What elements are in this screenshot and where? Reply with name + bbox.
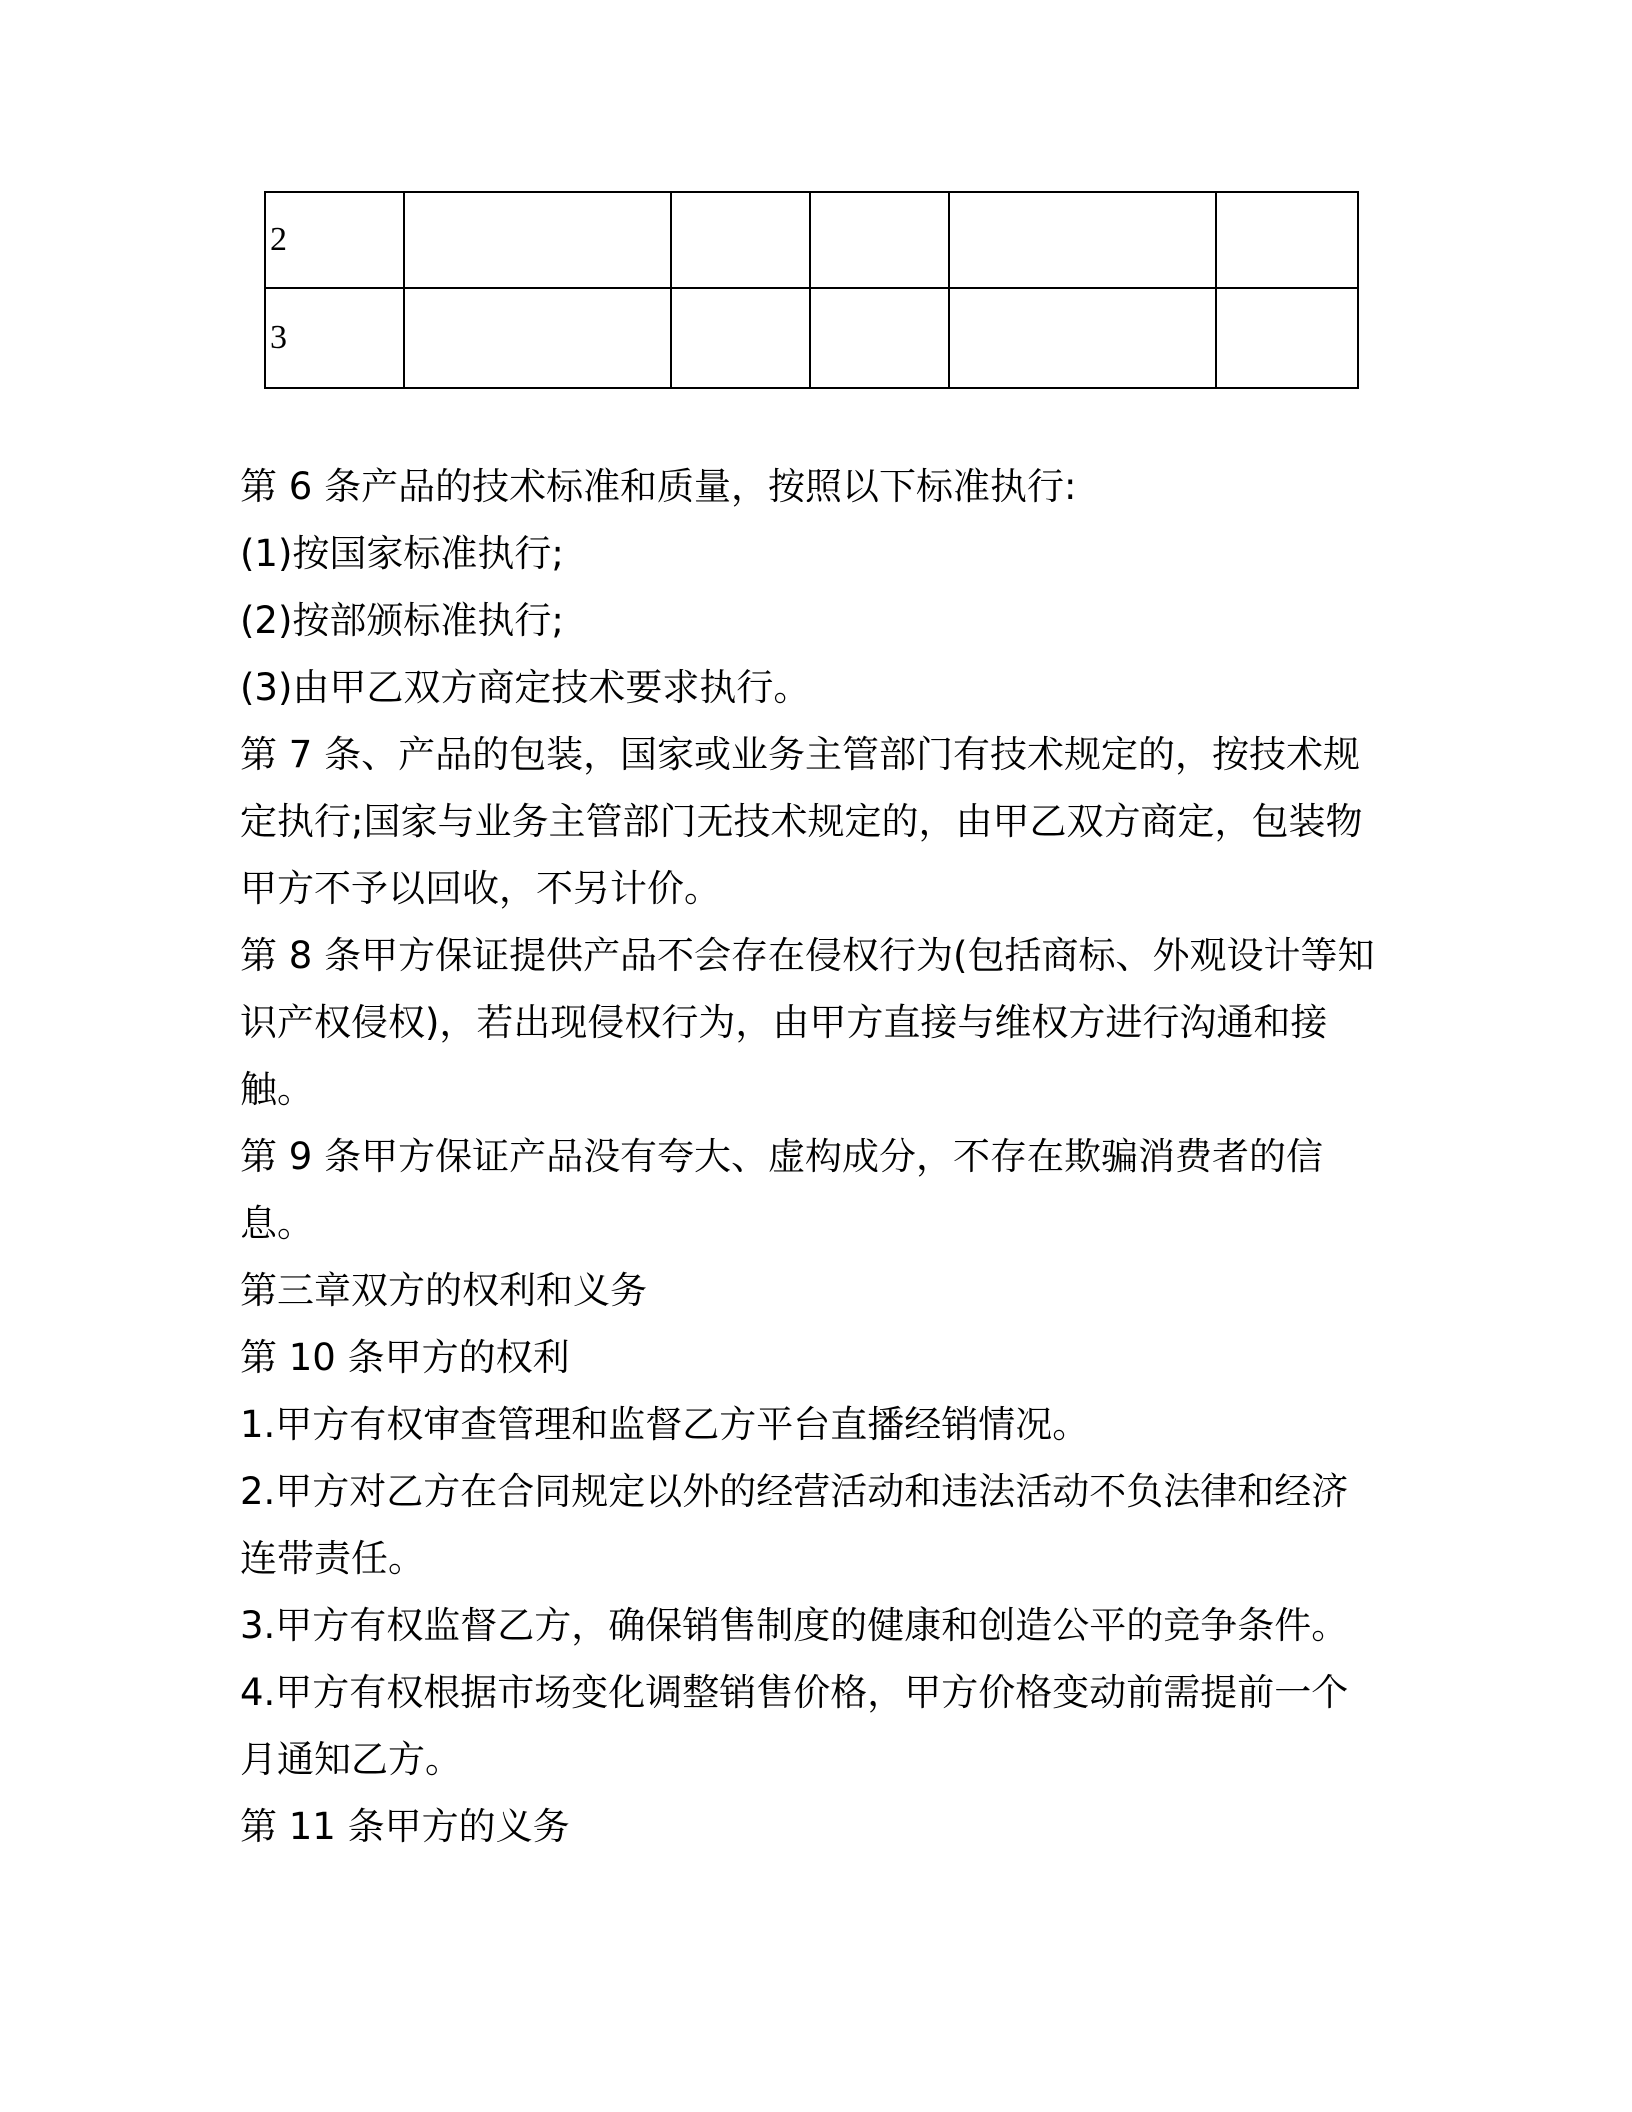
table-cell — [404, 288, 671, 388]
list-item: (2)按部颁标准执行; — [240, 599, 564, 642]
list-item: 2.甲方对乙方在合同规定以外的经营活动和违法活动不负法律和经济 — [240, 1470, 1349, 1513]
table-cell — [1216, 192, 1358, 288]
list-item: 4.甲方有权根据市场变化调整销售价格，甲方价格变动前需提前一个 — [240, 1671, 1349, 1714]
article-6-heading: 第 6 条产品的技术标准和质量，按照以下标准执行: — [240, 465, 1077, 508]
list-item: 连带责任。 — [240, 1537, 425, 1580]
article-8-line: 识产权侵权)，若出现侵权行为，由甲方直接与维权方进行沟通和接 — [240, 1001, 1328, 1044]
table-cell — [1216, 288, 1358, 388]
table-cell — [404, 192, 671, 288]
article-8-line: 触。 — [240, 1068, 314, 1111]
table-cell — [671, 288, 810, 388]
contract-body — [240, 453, 1390, 1860]
article-10-heading: 第 10 条甲方的权利 — [240, 1336, 570, 1379]
article-9-line: 第 9 条甲方保证产品没有夸大、虚构成分，不存在欺骗消费者的信 — [240, 1135, 1324, 1178]
table-cell: 2 — [265, 192, 404, 288]
table-cell — [949, 288, 1216, 388]
article-7-line: 甲方不予以回收，不另计价。 — [240, 867, 721, 910]
table-row — [265, 192, 1358, 288]
article-7-line: 第 7 条、产品的包装，国家或业务主管部门有技术规定的，按技术规 — [240, 733, 1361, 776]
list-item: 月通知乙方。 — [240, 1738, 462, 1781]
table-cell — [810, 288, 949, 388]
article-8-line: 第 8 条甲方保证提供产品不会存在侵权行为(包括商标、外观设计等知 — [240, 934, 1375, 977]
table-cell: 3 — [265, 288, 404, 388]
article-7-line: 定执行;国家与业务主管部门无技术规定的，由甲乙双方商定，包装物 — [240, 800, 1363, 843]
list-item: 1.甲方有权审查管理和监督乙方平台直播经销情况。 — [240, 1403, 1090, 1446]
list-item: (3)由甲乙双方商定技术要求执行。 — [240, 666, 811, 709]
table-row — [265, 288, 1358, 388]
list-item: (1)按国家标准执行; — [240, 532, 564, 575]
product-table — [264, 191, 1359, 389]
list-item: 3.甲方有权监督乙方，确保销售制度的健康和创造公平的竞争条件。 — [240, 1604, 1349, 1647]
chapter-3-heading: 第三章双方的权利和义务 — [240, 1269, 647, 1312]
table-cell — [671, 192, 810, 288]
article-9-line: 息。 — [240, 1202, 314, 1245]
article-11-heading: 第 11 条甲方的义务 — [240, 1805, 570, 1848]
table-cell — [810, 192, 949, 288]
table-cell — [949, 192, 1216, 288]
